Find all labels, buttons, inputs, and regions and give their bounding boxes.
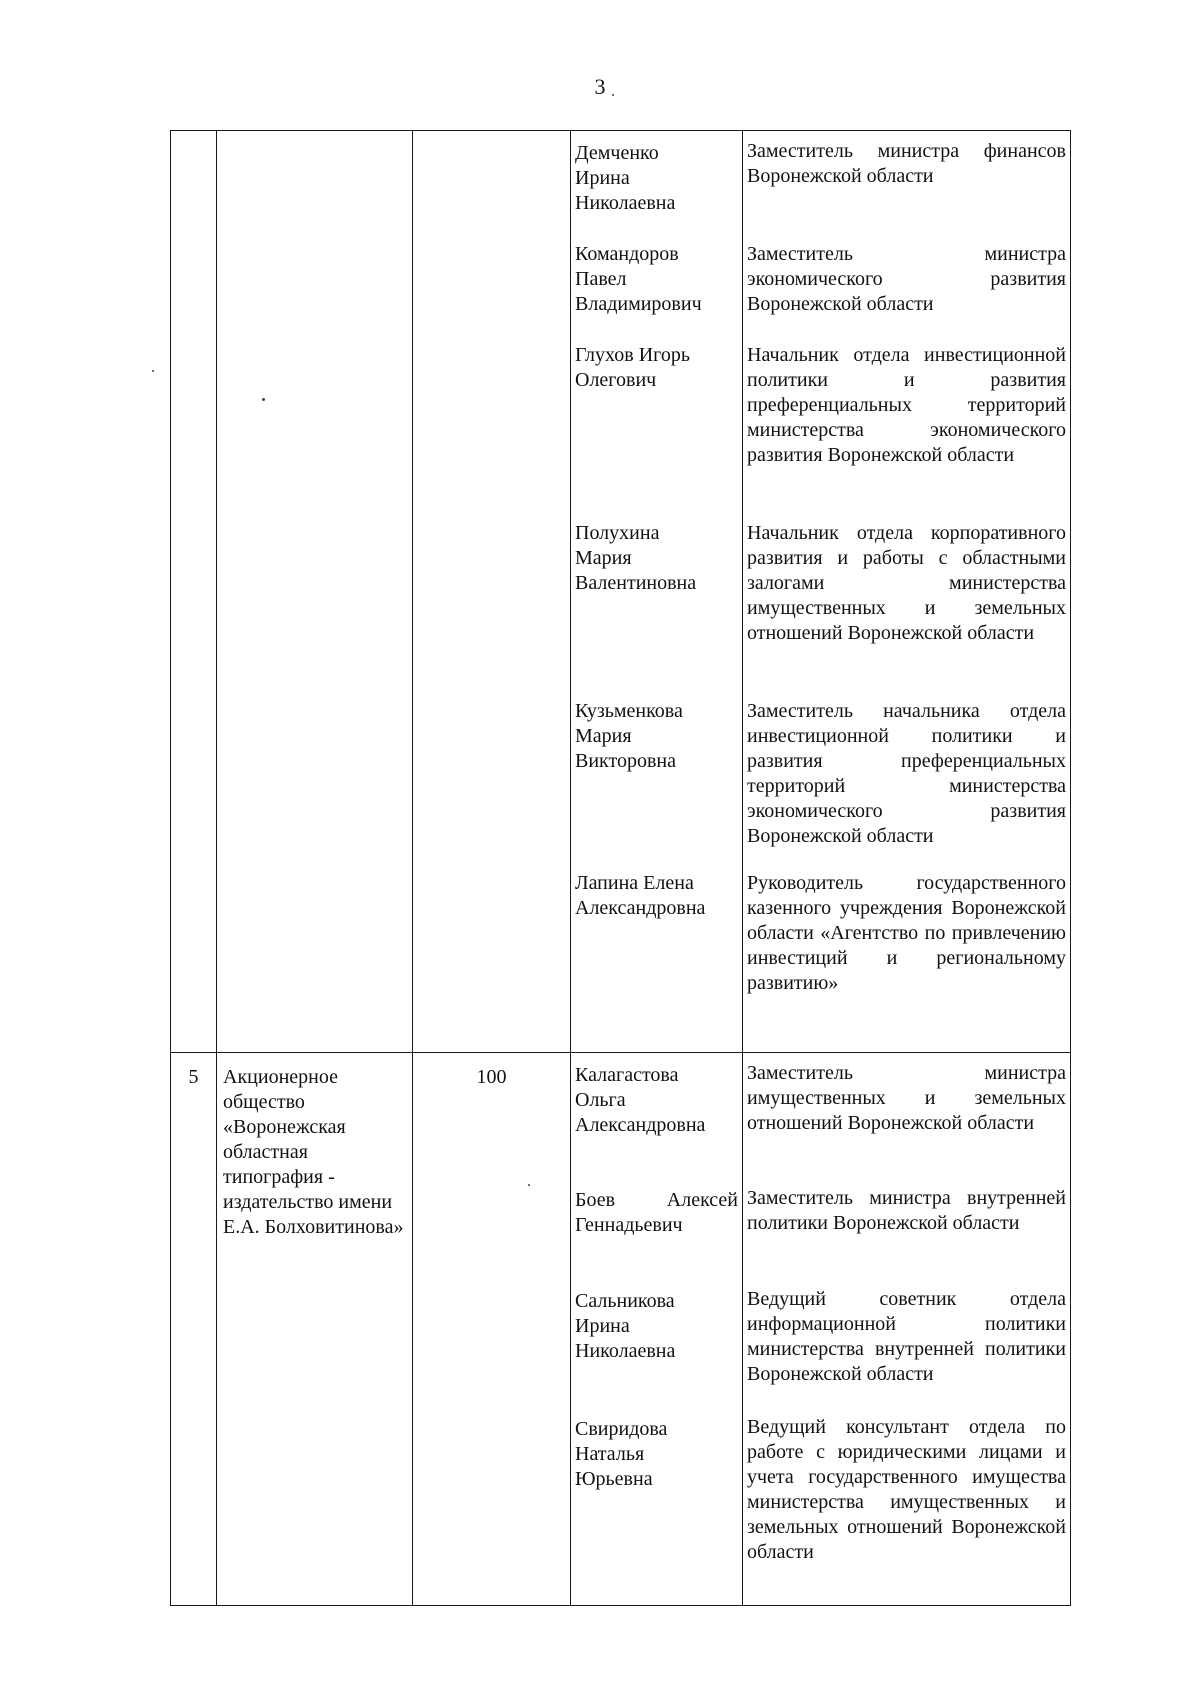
member-name: Сальникова Ирина Николаевна [575, 1290, 676, 1362]
scan-speck [528, 1184, 530, 1186]
member-position: Заместитель министра финансов Воронежской области [747, 140, 1066, 187]
scan-speck [262, 398, 265, 401]
member-position: Начальник отдела инвестиционной политики и развития преференциальных территорий министерства экономического развития Воронежской области [747, 344, 1066, 466]
member-name: Лапина Елена Александровна [575, 872, 706, 919]
table-row [171, 1053, 1071, 1606]
member-position: Начальник отдела корпоративного развития и работы с областными залогами министерства имущественных и земельных отношений Воронежской области [747, 522, 1066, 644]
member-name: Калагастова Ольга Александровна [575, 1064, 706, 1136]
member-positions-cell [743, 1053, 1071, 1606]
member-position: Заместитель министра внутренней политики Воронежской области [747, 1187, 1066, 1234]
scan-speck [612, 94, 614, 96]
member-name: Боев Алексей Геннадьевич [575, 1189, 738, 1236]
member-names-cell [571, 1053, 743, 1606]
member-name: Командоров Павел Владимирович [575, 243, 702, 315]
scan-speck [152, 370, 154, 372]
table-row [171, 131, 1071, 1053]
commission-table [170, 130, 1071, 1606]
member-position: Заместитель министра экономического развития Воронежской области [747, 243, 1066, 315]
member-position: Руководитель государственного казенного учреждения Воронежской области «Агентство по привлечению инвестиций и региональному развитию» [747, 872, 1066, 994]
member-position: Ведущий консультант отдела по работе с юридическими лицами и учета государственного имущества министерства имущественных и земельных отношений Воронежской области [747, 1416, 1066, 1563]
member-name: Полухина Мария Валентиновна [575, 522, 697, 594]
organization-name: Акционерное общество «Воронежская областная типография - издательство имени Е.А. Болховитинова» [217, 1053, 413, 1606]
member-name: Кузьменкова Мария Викторовна [575, 700, 683, 772]
member-name: Демченко Ирина Николаевна [575, 142, 676, 214]
state-share: 100 [413, 1053, 571, 1606]
row-number [171, 131, 217, 1053]
state-share [413, 131, 571, 1053]
member-position: Ведущий советник отдела информационной политики министерства внутренней политики Воронежской области [747, 1288, 1066, 1385]
member-position: Заместитель министра имущественных и земельных отношений Воронежской области [747, 1062, 1066, 1134]
organization-name [217, 131, 413, 1053]
member-names-cell [571, 131, 743, 1053]
member-position: Заместитель начальника отдела инвестиционной политики и развития преференциальных территорий министерства экономического развития Воронежской области [747, 700, 1066, 847]
member-positions-cell [743, 131, 1071, 1053]
page-number: 3 [594, 74, 606, 99]
member-name: Свиридова Наталья Юрьевна [575, 1418, 668, 1490]
row-number: 5 [171, 1053, 217, 1606]
member-name: Глухов Игорь Олегович [575, 344, 690, 391]
